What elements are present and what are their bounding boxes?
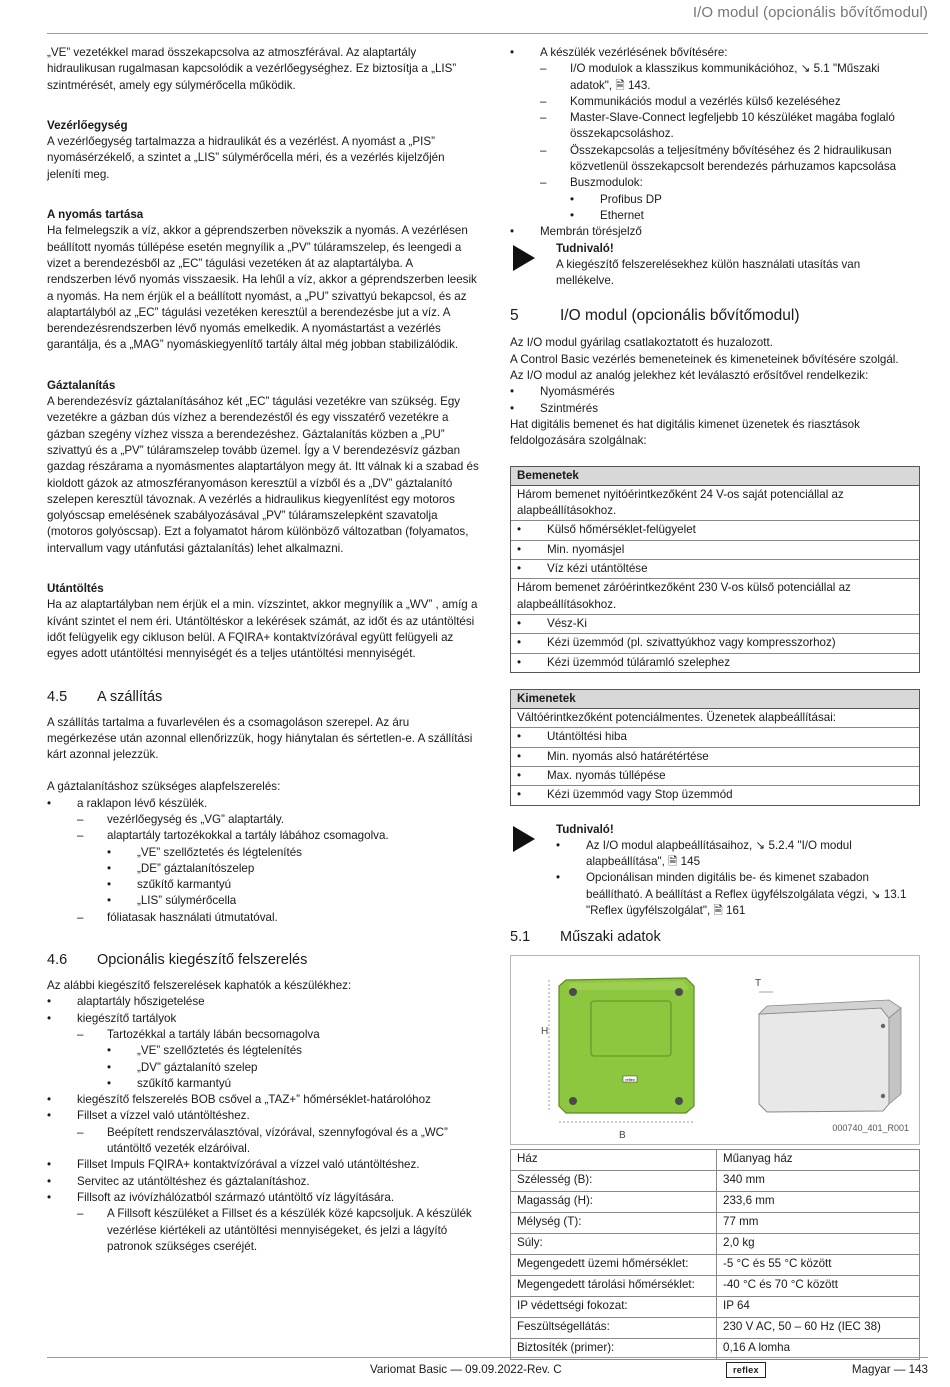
table-row <box>511 1234 920 1255</box>
section-4-5-heading <box>47 687 479 707</box>
list-item <box>556 838 920 871</box>
sub-item-text: alaptartály tartozékokkal a tartály lábához csomagolva. <box>107 829 389 843</box>
table-row: • Kézi üzemmód vagy Stop üzemmód <box>511 786 919 804</box>
spec-key: Súly: <box>511 1234 717 1255</box>
spec-key: Mélység (T): <box>511 1213 717 1234</box>
table-row <box>511 1150 920 1171</box>
sub-item <box>540 175 920 224</box>
list-item-text: Opcionálisan minden digitális be- és kimenet szabadon beállítható. A beállítást a Reflex ügyfélszolgálata végzi, <box>586 871 871 901</box>
list-item: • Membrán törésjelző <box>510 224 920 240</box>
section-number: 5 <box>510 307 519 325</box>
nyomas-text: Ha felmelegszik a víz, akkor a géprendszerben növekszik a nyomás. A vezérlésen beállított nyomás túllépése esetén megnyílik a „PV” túláramszelep, és leengedi a vizet a berendezésből az „EC” tágulási vezetéken át az alaptartályba. A rendszerben lévő nyomás visszaesik. Ha lehűl a víz, akkor a géprendszerben leesik a nyomás. Ha nem érjük el a beállított nyomást, a „PU” szivattyú bekapcsol, és az alaptartályból az „EC” tágulási vezetéken keresztül a berendezésbe jut a víz. A berendezésrendszerben lévő nyomás emelkedik. A nyomástartást a vezérlés garantálja, és a „MAG” nyomáskiegyenlítő tartály által még jobban stabilizálódik. <box>47 224 477 352</box>
spec-value: 340 mm <box>717 1171 920 1192</box>
page-icon: 🗎 <box>615 78 625 92</box>
spec-key: Ház <box>511 1150 717 1171</box>
sub-item: – Összekapcsolás a teljesítmény bővítéséhez és 2 hidraulikusan közvetlenül összekapcsolt berendezés párhuzamos kapcsolása <box>540 143 920 176</box>
table-row <box>511 1297 920 1318</box>
section-number: 4.5 <box>47 688 68 705</box>
table-row: Három bemenet záróérintkezőként 230 V-os külső potenciállal az alapbeállításokhoz. <box>511 579 919 615</box>
cross-reference-link[interactable]: 5.1 "Műszaki adatok", <box>570 62 880 92</box>
sub-item-text: Buszmodulok: <box>570 176 643 190</box>
table-row <box>511 1192 920 1213</box>
subsub-list <box>107 845 479 910</box>
list-item: • kiegészítő felszerelés BOB csővel a „TAZ+” hőmérséklet-határolóhoz <box>47 1092 479 1108</box>
green-module <box>559 978 694 1113</box>
spec-value: 233,6 mm <box>717 1192 920 1213</box>
intro-paragraph: „VE” vezetékkel marad összekapcsolva az atmoszférával. Az alaptartály hidraulikusan rugalmasan kapcsolódik a vezérlőegységhez. Ez biztosítja a „LIS” szintmérését, amely egy súlymérőcella működik. <box>47 46 457 92</box>
list-item: • Szintmérés <box>510 401 920 417</box>
table-row <box>511 1213 920 1234</box>
table-row: • Külső hőmérséklet-felügyelet <box>511 521 919 540</box>
bemenetek-table <box>510 466 920 673</box>
s5-paragraph: A Control Basic vezérlés bemeneteinek és kimeneteinek bővítésére szolgál. <box>510 352 899 366</box>
note-text: A kiegészítő felszerelésekhez külön használati utasítás van mellékelve. <box>556 257 861 288</box>
sub-list <box>540 61 920 224</box>
section-title: Műszaki adatok <box>560 929 661 946</box>
subsub-item: • szűkítő karmantyú <box>107 877 479 893</box>
header-rule <box>47 33 928 34</box>
spec-table <box>510 1149 920 1360</box>
io-module-illustration <box>511 956 919 1144</box>
spec-value: IP 64 <box>717 1297 920 1318</box>
list-item: • Nyomásmérés <box>510 384 920 400</box>
cross-reference-link[interactable]: 13.1 "Reflex ügyfélszolgálat", <box>586 887 907 918</box>
spec-table-body <box>511 1150 920 1360</box>
io-module-figure <box>510 955 920 1145</box>
bovites-list <box>510 45 920 241</box>
sub-list <box>77 1027 479 1092</box>
subsub-item: • „VE” szellőztetés és légtelenítés <box>107 1043 479 1059</box>
list-item-text: Fillsoft az ivóvízhálózatból származó utántöltő víz lágyítására. <box>77 1190 395 1204</box>
table-row: • Víz kézi utántöltése <box>511 560 919 579</box>
bus-list <box>570 192 920 225</box>
sub-list <box>77 1125 479 1158</box>
section-title: I/O modul (opcionális bővítőmodul) <box>560 307 800 325</box>
spec-value: 230 V AC, 50 – 60 Hz (IEC 38) <box>717 1318 920 1339</box>
footer-language: Magyar <box>851 1363 891 1376</box>
sub-item: – vezérlőegység és „VG” alaptartály. <box>77 812 479 828</box>
note-title: Tudnivaló! <box>556 241 614 255</box>
bemenetek-header: Bemenetek <box>511 467 919 486</box>
section-title: A szállítás <box>97 688 163 705</box>
cross-reference-icon: ↘ <box>755 838 766 852</box>
page-ref: 143. <box>627 78 651 92</box>
list-item <box>47 1190 479 1255</box>
list-item <box>556 870 920 919</box>
subsub-item: • szűkítő karmantyú <box>107 1076 479 1092</box>
spec-value: 2,0 kg <box>717 1234 920 1255</box>
left-column <box>47 45 479 1255</box>
list-item <box>510 45 920 224</box>
spec-key: IP védettségi fokozat: <box>511 1297 717 1318</box>
table-row <box>511 1255 920 1276</box>
list-item: • Fillset Impuls FQIRA+ kontaktvízórával a vízzel való utántöltéshez. <box>47 1157 479 1173</box>
spec-key: Feszültségellátás: <box>511 1318 717 1339</box>
utantoltes-text: Ha az alaptartályban nem érjük el a min. vízszintet, akkor megnyílik a „WV” , amíg a kívánt szintet el nem éri. Utántöltéskor a lekérések számát, az időt és az utántöltési időt felügyelik egy cikluson belül. A FQIRA+ kontaktvízórával együtt felügyeli az egyes adott utántöltési mennyiségét és a teljes utántöltési mennyiségét. <box>47 598 478 661</box>
subsub-list <box>107 1043 479 1092</box>
sub-item: – A Fillsoft készüléket a Fillset és a készülék közé kapcsoljuk. A készülék vezérlése kiértékeli az utántöltési mennyiségeket, és jelzi a lágyító patronok szükséges cseréjét. <box>77 1206 479 1255</box>
page-ref: 161 <box>726 904 746 918</box>
note-box <box>510 822 920 920</box>
kimenetek-table <box>510 689 920 806</box>
table-row: • Min. nyomás alsó határétértése <box>511 748 919 767</box>
sub-item: – fóliatasak használati útmutatóval. <box>77 910 479 926</box>
footer-page <box>852 1362 928 1378</box>
note-list <box>556 838 920 919</box>
kimenetek-header: Kimenetek <box>511 690 919 709</box>
table-row: • Kézi üzemmód (pl. szivattyúkhoz vagy kompresszorhoz) <box>511 634 919 653</box>
vezerlo-text: A vezérlőegység tartalmazza a hidraulikát és a vezérlést. A nyomást a „PIS” nyomásérzékelő, a szintet a „LIS” súlymérőcella méri, és a vezérlés kijelzőjén jeleníti meg. <box>47 135 445 181</box>
sub-item-text: I/O modulok a klasszikus kommunikációhoz, <box>570 62 801 76</box>
spec-key: Megengedett üzemi hőmérséklet: <box>511 1255 717 1276</box>
list-item: • Servitec az utántöltéshez és gáztalanításhoz. <box>47 1174 479 1190</box>
gaztalanitas-text: A berendezésvíz gáztalanításához két „EC” tágulási vezetékre van szükség. Egy vezetékre a gázban dús vízhez a berendezéstől és egy visszatérő vezetékre a gázban szegény vízhez vissza a berendezéshez. Gáztalanítás közben a „PU” szivattyú és a „PV” túláramszelep tovább üzemel. Így a V berendezésvíz gázban gazdag részárama a nyomásmentes alaptartályon megy át. Itt válnak ki a szabad és kioldott gázok az atmoszféranyomáson keresztül a vízből és a „DV” gáztalanító szelepen keresztül távoznak. A vezérlés a hidraulikus kiegyenlítést egy motoros golyóscsap emelésének szabályozásával „PV” túláramszelepként szavatolja (motoros golyóscsap). Ezt a folyamatot három különböző változatban (folyamatos, intervallum vagy utánfutási gáztalanítás) lehet alkalmazni. <box>47 395 479 555</box>
szallitas-text: A szállítás tartalma a fuvarlevélen és a csomagoláson szerepel. Az áru megérkezése után azonnal ellenőrizzük, hogy hiánytalan és sértetlen-e. A szállítási kárt azonnal jelezzük. <box>47 715 473 762</box>
analog-list <box>510 384 920 417</box>
kiegeszito-intro: Az alábbi kiegészítő felszerelések kaphatók a készülékhez: <box>47 979 352 993</box>
table-row <box>511 1318 920 1339</box>
section-number: 4.6 <box>47 952 68 969</box>
subsub-item: • „DV” gáztalanító szelep <box>107 1060 479 1076</box>
list-item: • alaptartály hőszigetelése <box>47 994 479 1010</box>
cross-reference-icon: ↘ <box>870 887 881 901</box>
spec-value: -40 °C és 70 °C között <box>717 1276 920 1297</box>
list-item <box>47 1108 479 1157</box>
list-item <box>47 1011 479 1092</box>
cross-reference-icon: ↘ <box>800 62 811 76</box>
vezerlo-heading: Vezérlőegység <box>47 118 128 132</box>
dim-t-label: T <box>755 978 762 990</box>
sub-list <box>77 1206 479 1255</box>
table-row: • Vész-Ki <box>511 615 919 634</box>
subsub-item: • „DE” gáztalanítószelep <box>107 861 479 877</box>
subsub-item: • Profibus DP <box>570 192 920 208</box>
subsub-item: • „VE” szellőztetés és légtelenítés <box>107 845 479 861</box>
sub-item: – Kommunikációs modul a vezérlés külső kezeléséhez <box>540 94 920 110</box>
table-row: Három bemenet nyitóérintkezőként 24 V-os saját potenciállal az alapbeállításokhoz. <box>511 486 919 522</box>
section-5-heading <box>510 305 920 327</box>
footer-document-title: Variomat Basic — 09.09.2022-Rev. C <box>370 1363 562 1376</box>
section-5-1-heading <box>510 927 920 947</box>
table-row: • Min. nyomásjel <box>511 541 919 560</box>
table-row <box>511 1171 920 1192</box>
gaztalanitas-heading: Gáztalanítás <box>47 378 116 392</box>
section-4-6-heading <box>47 950 479 970</box>
section-title: Opcionális kiegészítő felszerelés <box>97 952 308 969</box>
kiegeszito-list <box>47 994 479 1255</box>
s5-paragraph: Hat digitális bemenet és hat digitális kimenet üzenetek és riasztások feldolgozására szolgálnak: <box>510 417 860 448</box>
alapfelszereles-intro: A gáztalanításhoz szükséges alapfelszerelés: <box>47 780 281 794</box>
table-row: • Max. nyomás túllépése <box>511 767 919 786</box>
subsub-item: • „LIS” súlymérőcella <box>107 893 479 909</box>
spec-key: Szélesség (B): <box>511 1171 717 1192</box>
sub-item <box>77 1027 479 1092</box>
note-title: Tudnivaló! <box>556 822 614 836</box>
table-row: Váltóérintkezőként potenciálmentes. Üzenetek alapbeállításai: <box>511 709 919 728</box>
utantoltes-heading: Utántöltés <box>47 582 104 596</box>
list-item-text: Az I/O modul alapbeállításaihoz, <box>586 838 756 852</box>
subsub-item: • Ethernet <box>570 208 920 224</box>
spec-key: Magasság (H): <box>511 1192 717 1213</box>
spec-key: Biztosíték (primer): <box>511 1339 717 1360</box>
table-row: • Kézi üzemmód túláramló szelephez <box>511 654 919 672</box>
sub-item-text: Tartozékkal a tartály lábán becsomagolva <box>107 1027 320 1041</box>
page-icon: 🗎 <box>668 855 678 869</box>
section-number: 5.1 <box>510 929 531 946</box>
page-ref: 145 <box>680 855 701 869</box>
spec-key: Megengedett tárolási hőmérséklet: <box>511 1276 717 1297</box>
s5-paragraph: Az I/O modul gyárilag csatlakoztatott és huzalozott. <box>510 336 773 350</box>
spec-value: 0,16 A lomha <box>717 1339 920 1360</box>
right-column <box>510 45 920 1360</box>
dim-b-label: B <box>619 1130 626 1142</box>
sub-list <box>77 812 479 926</box>
list-item <box>47 796 479 926</box>
module-logo: reflex <box>625 1077 635 1083</box>
dim-h-label: H <box>541 1026 549 1038</box>
table-row: • Utántöltési hiba <box>511 728 919 747</box>
grey-module <box>759 1000 901 1112</box>
spec-value: -5 °C és 55 °C között <box>717 1255 920 1276</box>
note-arrow-icon <box>513 826 535 852</box>
sub-item: – Master-Slave-Connect legfeljebb 10 készüléket magába foglaló összekapcsoláshoz. <box>540 110 920 143</box>
spec-value: 77 mm <box>717 1213 920 1234</box>
nyomas-heading: A nyomás tartása <box>47 208 144 222</box>
note-arrow-icon <box>513 245 535 271</box>
spec-value: Műanyag ház <box>717 1150 920 1171</box>
list-item-text: Fillset a vízzel való utántöltéshez. <box>77 1109 250 1123</box>
page-icon: 🗎 <box>713 904 723 918</box>
sub-item <box>77 828 479 909</box>
footer-page-number: — 143 <box>893 1363 928 1376</box>
sub-item <box>540 61 920 94</box>
sub-item: – Beépített rendszerválasztóval, vízórával, szennyfogóval és a „WC” utántöltő vezeték elzáróival. <box>77 1125 479 1158</box>
running-header-title: I/O modul (opcionális bővítőmodul) <box>692 4 928 21</box>
footer-rule <box>47 1357 928 1358</box>
table-row <box>511 1276 920 1297</box>
alapfelszereles-list <box>47 796 479 926</box>
list-item-text: kiegészítő tartályok <box>77 1011 177 1025</box>
footer-logo: reflex <box>726 1362 766 1378</box>
s5-paragraph: Az I/O modul az analóg jelekhez két leválasztó erősítővel rendelkezik: <box>510 369 869 383</box>
figure-code: 000740_401_R001 <box>832 1123 909 1134</box>
list-item-text: a raklapon lévő készülék. <box>77 796 208 810</box>
cross-reference-link[interactable]: 5.2.4 "I/O modul alapbeállítása", <box>586 838 852 869</box>
list-item-text: A készülék vezérlésének bővítésére: <box>540 46 728 59</box>
note-box <box>510 241 920 290</box>
